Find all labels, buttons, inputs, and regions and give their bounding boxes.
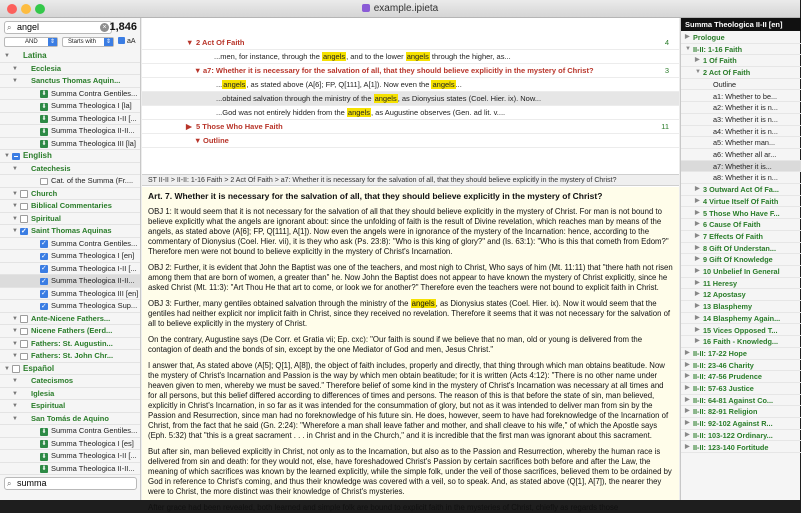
tree-item-label: Summa Theologica III [la] — [51, 138, 136, 148]
results-and-reader — [142, 18, 679, 512]
outline-item[interactable] — [681, 149, 801, 161]
outline-item-label: II-II: 123-140 Fortitude — [693, 442, 769, 452]
tree-item-label: Latina — [23, 51, 47, 60]
disclosure-triangle-icon[interactable]: ▶ — [685, 396, 690, 403]
hit-count: 4 — [664, 38, 669, 47]
download-icon[interactable]: ⬇ — [41, 141, 47, 147]
disclosure-triangle-icon[interactable]: ▶ — [695, 279, 700, 286]
outline-item[interactable] — [681, 301, 801, 313]
disclosure-triangle-icon[interactable]: ▼ — [12, 328, 18, 334]
disclosure-triangle-icon[interactable]: ▶ — [695, 338, 700, 345]
tree-item-label: Summa Theologica Sup... — [51, 301, 138, 310]
tree-item-label: Summa Theologica II-II... — [51, 126, 135, 135]
outline-item-label: 2 Act Of Faith — [703, 68, 751, 78]
library-section[interactable] — [0, 400, 140, 413]
disclosure-triangle-icon[interactable]: ▶ — [695, 57, 700, 64]
disclosure-triangle-icon[interactable]: ▼ — [12, 378, 18, 384]
hit-group-row[interactable] — [142, 120, 679, 134]
zoom-window-button[interactable] — [35, 4, 45, 14]
download-icon[interactable]: ⬇ — [41, 103, 47, 110]
library-item[interactable] — [0, 238, 140, 251]
objection-1: OBJ 1: It would seem that it is not necessary for the salvation of all that they should believe explicitly in the mystery of Christ. For man is not bound to believe explicitly what the angels are ignorant about: since the unfolding of faith is the result of Divine revelation, which reaches man by means of the angels, as stated above (A[6]; FP, Q[111], A[1]). Now even the angels were in ignorance of the mystery of the Incarnation: hence, according to the commentary of Dionysius (Coel. Hier. vii), it is they who ask (Ps. 23:8): "Who is this king of glory?" and (Is. 63:1): "Who is this that cometh from Edom?" Therefore men were not bound to believe explicitly in the mystery of Christ's Incarnation. — [148, 207, 669, 256]
library-item[interactable] — [0, 100, 140, 113]
disclosure-triangle-icon[interactable]: ▶ — [695, 326, 700, 333]
operator-value: AND — [25, 39, 38, 45]
outline-item[interactable] — [681, 383, 801, 395]
tree-item-label: Cat. of the Summa (Fr.... — [51, 176, 134, 185]
search-options — [0, 37, 141, 48]
outline-item[interactable] — [681, 243, 801, 255]
checkbox[interactable] — [20, 315, 28, 323]
window-title: example.ipieta — [373, 3, 439, 14]
highlight-match: angels — [347, 108, 371, 117]
outline-item-label: II-II: 64-81 Against Co... — [693, 395, 774, 405]
outline-item[interactable] — [681, 184, 801, 196]
hit-text: , as Augustine observes (Gen. ad lit. v.... — [371, 108, 506, 117]
hit-row[interactable] — [142, 106, 679, 120]
disclosure-triangle-icon[interactable]: ▼ — [4, 365, 10, 372]
disclosure-triangle-icon[interactable]: ▼ — [695, 69, 701, 76]
library-item[interactable] — [0, 300, 140, 313]
tree-item-label: Sanctus Thomas Aquin... — [31, 76, 121, 85]
document-icon — [362, 4, 370, 12]
hit-article-row[interactable] — [142, 64, 679, 78]
library-section[interactable] — [0, 163, 140, 176]
disclosure-triangle-icon[interactable]: ▼ — [12, 403, 18, 409]
outline-item-label: Outline — [713, 79, 737, 89]
objection-3 — [148, 299, 673, 329]
outline-item-label: 11 Heresy — [703, 278, 738, 288]
library-section[interactable] — [0, 388, 140, 401]
checkbox[interactable] — [40, 265, 48, 273]
tree-item-label: Church — [31, 188, 58, 198]
case-label: aA — [127, 38, 136, 45]
disclosure-triangle-icon[interactable]: ▼ — [12, 215, 18, 222]
outline-item[interactable] — [681, 418, 801, 430]
library-section[interactable] — [0, 200, 140, 213]
outline-item[interactable] — [681, 126, 801, 138]
download-icon[interactable]: ⬇ — [41, 91, 47, 97]
library-item[interactable] — [0, 425, 140, 438]
outline-item[interactable] — [681, 172, 801, 184]
checkbox[interactable] — [40, 253, 48, 261]
disclosure-triangle-icon[interactable]: ▼ — [186, 38, 194, 47]
outline-item-label: II-II: 57-63 Justice — [693, 384, 754, 393]
tree-item-label: Ante-Nicene Fathers... — [31, 313, 111, 323]
checkbox[interactable] — [40, 290, 48, 298]
disclosure-triangle-icon[interactable]: ▶ — [186, 122, 192, 131]
checkbox[interactable] — [20, 340, 28, 348]
outline-item[interactable] — [681, 289, 801, 301]
chevron-down-icon: ⇕ — [105, 39, 112, 45]
outline-item-label: 15 Vices Opposed T... — [703, 325, 778, 335]
outline-item-label: 4 Virtue Itself Of Faith — [703, 196, 779, 206]
match-mode-value: Starts with — [68, 39, 97, 45]
disclosure-triangle-icon[interactable]: ▶ — [685, 361, 690, 368]
disclosure-triangle-icon[interactable]: ▶ — [695, 244, 700, 251]
tree-item-label: Summa Theologica I [es] — [51, 438, 134, 448]
hit-group-label: Outline — [203, 136, 229, 145]
checkbox[interactable] — [20, 215, 28, 223]
outline-item-label: a2: Whether it is n... — [713, 103, 778, 113]
disclosure-triangle-icon[interactable]: ▶ — [695, 291, 700, 298]
download-icon[interactable]: ⬇ — [41, 453, 47, 460]
library-item[interactable] — [0, 438, 140, 451]
outline-item[interactable] — [681, 254, 801, 266]
tree-item-label: Español — [23, 363, 55, 373]
highlight-match: angels — [432, 80, 455, 89]
outline-item[interactable] — [681, 278, 801, 290]
outline-item-label: 13 Blasphemy — [703, 302, 753, 312]
search-icon: ⌕ — [7, 479, 12, 488]
disclosure-triangle-icon[interactable]: ▼ — [4, 53, 10, 59]
highlight-match: angels — [406, 52, 429, 61]
case-sensitive-toggle[interactable] — [118, 37, 136, 45]
hit-text: ... — [216, 80, 223, 89]
disclosure-triangle-icon[interactable]: ▼ — [194, 66, 202, 75]
outline-item[interactable] — [681, 67, 801, 79]
match-mode-select[interactable] — [62, 37, 114, 47]
library-item[interactable] — [0, 175, 140, 188]
tree-item-label: Saint Thomas Aquinas — [31, 226, 112, 235]
tree-item-label: Summa Theologica I-II [... — [51, 263, 137, 273]
disclosure-triangle-icon[interactable]: ▶ — [695, 232, 700, 239]
outline-item[interactable] — [681, 79, 801, 91]
disclosure-triangle-icon[interactable]: ▶ — [685, 373, 690, 380]
tree-item-label: Summa Theologica II-II... — [51, 463, 135, 473]
tree-item-label: Summa Theologica I-II [... — [51, 113, 137, 123]
library-item[interactable] — [0, 263, 140, 276]
outline-item-label: 6 Cause Of Faith — [703, 220, 761, 230]
outline-item-label: 12 Apostasy — [703, 290, 746, 300]
search-icon: ⌕ — [7, 23, 12, 32]
checkbox[interactable] — [12, 153, 20, 161]
library-section[interactable] — [0, 63, 140, 76]
disclosure-triangle-icon[interactable]: ▼ — [12, 190, 18, 197]
checkbox[interactable] — [20, 228, 28, 236]
checkbox[interactable] — [20, 353, 28, 361]
disclosure-triangle-icon[interactable]: ▶ — [695, 314, 700, 321]
outline-item[interactable] — [681, 395, 801, 407]
answer: I answer that, As stated above (A[5]; Q[1], A[8]), the object of faith includes, properly and directly, that thing through which man obtains beatitude. Now the mystery of Christ's Incarnation and Passion is the way by which men obtain beatitude; for it is written (Acts 4:12): "There is no other name under heaven given to men, whereby we must be saved." Therefore belief of some kind in the mystery of Christ's Incarnation was necessary at all times and for all persons, but this belief differed according to differences of times and persons. The reason of this is that before the state of sin, man believed, explicitly in Christ's Incarnation, in so far as it was intended for the consummation of glory, but not as it was intended to deliver man from sin by the Passion and Resurrection, since man had no foreknowledge of his future sin. He does, however, seem to have had foreknowledge of the Incarnation of Christ, from the fact that he said (Gn. 2:24): "Wherefore a man shall leave father and mother, and shall cleave to his wife," of which the Apostle says (Eph. 5:32) that "this is a great sacrament . . . in Christ and in the Church," and it is incredible that the first man was ignorant about this sacrament. — [148, 361, 669, 440]
outline-item[interactable] — [681, 406, 801, 418]
breadcrumb[interactable]: ST II-II > II-II: 1-16 Faith > 2 Act Of Faith > a7: Whether it is necessary for the salvation of all, that they should believe explicitly in the mystery of Christ? — [142, 174, 679, 186]
outline-item[interactable] — [681, 196, 801, 208]
library-section[interactable] — [0, 313, 140, 326]
checkbox[interactable] — [20, 328, 28, 336]
disclosure-triangle-icon[interactable]: ▼ — [12, 390, 18, 397]
result-count: 1,846 — [109, 21, 137, 33]
library-section[interactable] — [0, 350, 140, 363]
library-section[interactable] — [0, 338, 140, 351]
hit-text: through the higher, as... — [429, 52, 511, 61]
tree-item-label: Espiritual — [31, 401, 66, 410]
outline-item[interactable] — [681, 208, 801, 220]
hit-text: ...God was not entirely hidden from the — [216, 108, 347, 117]
tree-item-label: Summa Theologica II-II... — [51, 276, 135, 285]
hit-row[interactable] — [142, 78, 679, 92]
library-section[interactable] — [0, 325, 140, 338]
outline-item-label: II-II: 92-102 Against R... — [693, 419, 773, 429]
download-icon[interactable]: ⬇ — [41, 466, 47, 472]
outline-item-label: II-II: 103-122 Ordinary... — [693, 430, 773, 440]
outline-item[interactable] — [681, 325, 801, 337]
library-item[interactable] — [0, 250, 140, 263]
outline-item[interactable] — [681, 360, 801, 372]
search-input[interactable] — [4, 21, 112, 34]
hit-group-label: 5 Those Who Have Faith — [196, 122, 283, 131]
outline-item[interactable] — [681, 231, 801, 243]
outline-item-label: II-II: 82-91 Religion — [693, 407, 758, 417]
library-section[interactable] — [0, 75, 140, 88]
library-item[interactable] — [0, 288, 140, 301]
outline-item-label: 8 Gift Of Understan... — [703, 243, 776, 253]
library-item[interactable] — [0, 138, 140, 151]
outline-item[interactable] — [681, 55, 801, 67]
checkbox[interactable] — [40, 278, 48, 286]
outline-item[interactable] — [681, 313, 801, 325]
tree-item-label: Summa Contra Gentiles... — [51, 88, 138, 98]
disclosure-triangle-icon[interactable]: ▶ — [685, 34, 690, 40]
operator-select[interactable] — [4, 37, 58, 47]
outline-item-label: 1 Of Faith — [703, 56, 737, 66]
disclosure-triangle-icon[interactable]: ▼ — [12, 315, 18, 322]
outline-item-label: a3: Whether it is n... — [713, 114, 778, 124]
outline-item-label: Prologue — [693, 33, 725, 42]
tree-item-label: Nicene Fathers (Eerd... — [31, 326, 113, 335]
tree-item-label: Summa Theologica I [en] — [51, 251, 135, 260]
disclosure-triangle-icon[interactable]: ▼ — [685, 45, 691, 52]
tree-item-label: English — [23, 151, 52, 160]
hit-text: ... — [455, 80, 462, 89]
library-section[interactable] — [0, 413, 140, 426]
hit-text: , and to the lower — [346, 52, 406, 61]
library-item[interactable] — [0, 463, 140, 476]
checkbox[interactable] — [12, 365, 20, 373]
hit-group-label: 2 Act Of Faith — [196, 38, 245, 47]
hit-text: , as Dionysius states (Coel. Hier. ix). Now... — [397, 94, 542, 103]
library-item[interactable] — [0, 275, 140, 288]
highlight-match: angels — [411, 299, 435, 308]
outline-header: Summa Theologica II-II [en] — [681, 18, 801, 31]
disclosure-triangle-icon[interactable]: ▼ — [12, 203, 18, 209]
outline-item-label: 9 Gift Of Knowledge — [703, 255, 773, 265]
tree-item-label: Iglesia — [31, 388, 55, 398]
outline-item-label: II-II: 17-22 Hope — [693, 348, 747, 358]
outline-item[interactable] — [681, 44, 801, 56]
objection-3-text: , as Dionysius states (Coel. Hier. ix). Now it would seem that the gentiles had neither explicit nor implicit faith in Christ, since they received no revelation. Therefore it seems that it was not necessary for the salvation of all to believe explicitly in the mystery of Christ. — [148, 299, 671, 328]
document-reader — [142, 187, 679, 512]
outline-item-label: 5 Those Who Have F... — [703, 208, 780, 218]
disclosure-triangle-icon[interactable]: ▶ — [695, 256, 700, 263]
disclosure-triangle-icon[interactable]: ▼ — [4, 153, 10, 159]
answer-continued: But after sin, man believed explicitly in Christ, not only as to the Incarnation, but also as to the Passion and Resurrection, whereby the human race is delivered from sin and death: for they would not, else, have foreshadowed Christ's Passion by certain sacrifices both before and after the Law, the meaning of which sacrifices was known by the learned explicitly, while the simple folk, under the veil of those sacrifices, believed them to be ordained by God in reference to Christ's coming, and thus their knowledge was covered with a veil, so to speak. And, as stated above (Q[1], A[7]), the nearer they were to Christ, the more distinct was their knowledge of Christ's mysteries. — [148, 447, 672, 496]
hit-count: 3 — [664, 66, 669, 75]
disclosure-triangle-icon[interactable]: ▶ — [695, 197, 700, 204]
outline-item-label: II-II: 1-16 Faith — [693, 44, 743, 54]
disclosure-triangle-icon[interactable]: ▶ — [685, 349, 690, 356]
minimize-window-button[interactable] — [21, 4, 31, 14]
disclosure-triangle-icon[interactable]: ▶ — [695, 268, 700, 274]
outline-item-label: a4: Whether it is n... — [713, 126, 778, 136]
highlight-match: angels — [374, 94, 397, 103]
tree-item-label: Summa Theologica I-II [... — [51, 451, 137, 460]
download-icon[interactable]: ⬇ — [41, 428, 47, 435]
disclosure-triangle-icon[interactable]: ▼ — [12, 353, 18, 359]
outline-item-label: a5: Whether man... — [713, 138, 776, 148]
article-title: Art. 7. Whether it is necessary for the salvation of all, that they should believe explicitly in the mystery of Christ? — [148, 191, 603, 201]
library-item[interactable] — [0, 113, 140, 126]
outline-item-label: 7 Effects Of Faith — [703, 231, 764, 241]
download-icon[interactable]: ⬇ — [41, 128, 47, 135]
outline-item[interactable] — [681, 114, 801, 126]
tree-item-label: Biblical Commentaries — [31, 201, 112, 210]
tree-item-label: Fathers: St. Augustin... — [31, 338, 113, 348]
disclosure-triangle-icon[interactable]: ▶ — [695, 186, 700, 193]
hit-row-selected[interactable] — [142, 92, 679, 106]
hit-row[interactable] — [142, 50, 679, 64]
outline-item-label: 10 Unbelief In General — [703, 267, 780, 276]
outline-item[interactable] — [681, 102, 801, 114]
close-window-button[interactable] — [7, 4, 17, 14]
language-group[interactable] — [0, 150, 140, 163]
library-item[interactable] — [0, 125, 140, 138]
checkbox[interactable] — [20, 190, 28, 198]
disclosure-triangle-icon[interactable]: ▶ — [695, 303, 700, 310]
outline-item-label: a1: Whether to be... — [713, 91, 778, 101]
checkbox[interactable] — [40, 240, 48, 248]
disclosure-triangle-icon[interactable]: ▼ — [12, 165, 18, 172]
outline-item[interactable] — [681, 442, 801, 454]
download-icon[interactable]: ⬇ — [41, 441, 47, 447]
library-section[interactable] — [0, 225, 140, 238]
filter-input[interactable] — [4, 477, 137, 490]
outline-sidebar — [680, 18, 800, 500]
tree-item-label: Ecclesia — [31, 63, 62, 73]
outline-item[interactable] — [681, 161, 801, 173]
tree-item-label: Spiritual — [31, 213, 62, 223]
disclosure-triangle-icon[interactable]: ▼ — [12, 65, 18, 72]
disclosure-triangle-icon[interactable]: ▶ — [685, 408, 690, 415]
highlight-match: angels — [223, 80, 246, 89]
disclosure-triangle-icon[interactable]: ▶ — [685, 385, 690, 391]
hit-text: , as stated above (A[6]; FP, Q[111], A[1]). Now even the — [246, 80, 432, 89]
outline-item-label: a6: Whether all ar... — [713, 150, 777, 159]
filter-value: summa — [17, 478, 47, 488]
disclosure-triangle-icon[interactable]: ▶ — [685, 431, 690, 438]
outline-item[interactable] — [681, 430, 801, 442]
outline-item-label: 16 Faith - Knowledg... — [703, 337, 778, 347]
language-group[interactable] — [0, 363, 140, 376]
highlight-match: angels — [322, 52, 346, 61]
download-icon[interactable]: ⬇ — [41, 116, 47, 122]
hit-group-row[interactable] — [142, 134, 679, 148]
outline-item[interactable] — [681, 32, 801, 44]
disclosure-triangle-icon[interactable]: ▶ — [685, 443, 690, 450]
objection-2: OBJ 2: Further, it is evident that John the Baptist was one of the teachers, and most nigh to Christ, Who says of him (Mt. 11:11) that "there hath not risen among them that are born of women, a greater than" he. Now John the Baptist does not appear to have known the mystery of Christ explicitly, since he asked Christ (Mt. 11:3): "Art Thou He that art to come, or look we for another?" Therefore even the teachers were not bound to explicit faith in Christ. — [148, 263, 673, 292]
objection-3-text: OBJ 3: Further, many gentiles obtained salvation through the ministry of the — [148, 299, 411, 308]
tree-item-label: Summa Theologica I [la] — [51, 101, 132, 110]
library-item[interactable] — [0, 88, 140, 101]
outline-item[interactable] — [681, 219, 801, 231]
outline-item-label: 3 Outward Act Of Fa... — [703, 185, 779, 195]
disclosure-triangle-icon[interactable]: ▼ — [12, 78, 18, 84]
checkbox[interactable] — [40, 303, 48, 311]
library-section[interactable] — [0, 188, 140, 201]
tree-item-label: Catecismos — [31, 376, 74, 385]
title-bar — [0, 0, 800, 18]
tree-item-label: Fathers: St. John Chr... — [31, 351, 114, 360]
disclosure-triangle-icon[interactable]: ▼ — [12, 228, 18, 234]
tree-item-label: Summa Contra Gentiles... — [51, 238, 138, 248]
hit-count: 11 — [661, 122, 669, 131]
disclosure-triangle-icon[interactable]: ▶ — [695, 209, 700, 216]
clear-search-icon[interactable]: × — [100, 23, 109, 32]
search-hits-list — [142, 36, 679, 171]
answer-continued: After grace had been revealed, both learned and simple folk are bound to explicit faith in the mysteries of Christ, chiefly as regards those — [148, 503, 619, 512]
library-sidebar — [0, 18, 141, 500]
outline-item-label: II-II: 23-46 Charity — [693, 360, 754, 370]
disclosure-triangle-icon[interactable]: ▼ — [12, 415, 18, 422]
outline-item-label: 14 Blasphemy Again... — [703, 313, 781, 323]
outline-item[interactable] — [681, 371, 801, 383]
tree-item-label: Summa Theologica III [en] — [51, 288, 139, 298]
outline-item-label: II-II: 47-56 Prudence — [693, 372, 762, 382]
hit-article-label: a7: Whether it is necessary for the salvation of all, that they should believe explicitly in the mystery of Christ? — [203, 66, 594, 75]
library-item[interactable] — [0, 450, 140, 463]
checkbox[interactable] — [20, 203, 28, 211]
outline-item-label: a8: Whether it is n... — [713, 173, 778, 183]
tree-item-label: Summa Contra Gentiles... — [51, 426, 138, 435]
library-section[interactable] — [0, 213, 140, 226]
hit-text: ...men, for instance, through the — [214, 52, 322, 61]
language-group[interactable] — [0, 50, 140, 63]
disclosure-triangle-icon[interactable]: ▶ — [685, 420, 690, 427]
library-tree — [0, 50, 140, 475]
chevron-down-icon: ⇕ — [49, 39, 56, 45]
disclosure-triangle-icon[interactable]: ▼ — [12, 340, 18, 347]
disclosure-triangle-icon[interactable]: ▼ — [194, 136, 202, 145]
outline-item[interactable] — [681, 266, 801, 278]
hit-text: ...obtained salvation through the ministry of the — [216, 94, 374, 103]
disclosure-triangle-icon[interactable]: ▶ — [695, 221, 700, 228]
checkbox-icon — [118, 37, 125, 44]
outline-item-label: a7: Whether it is... — [713, 161, 772, 171]
checkbox[interactable] — [40, 178, 48, 186]
hit-group-row[interactable] — [142, 36, 679, 50]
search-value: angel — [17, 22, 40, 32]
on-the-contrary: On the contrary, Augustine says (De Corr. et Gratia vii; Ep. cxc): "Our faith is sound if we believe that no man, old or young is delivered from the contagion of death and the bonds of sin, except by the one Mediator of God and men, Jesus Christ." — [148, 335, 643, 354]
library-section[interactable] — [0, 375, 140, 388]
outline-item[interactable] — [681, 91, 801, 103]
outline-item[interactable] — [681, 137, 801, 149]
outline-item[interactable] — [681, 336, 801, 348]
tree-item-label: Catechesis — [31, 163, 71, 173]
outline-item[interactable] — [681, 348, 801, 360]
tree-item-label: San Tomás de Aquino — [31, 413, 109, 423]
